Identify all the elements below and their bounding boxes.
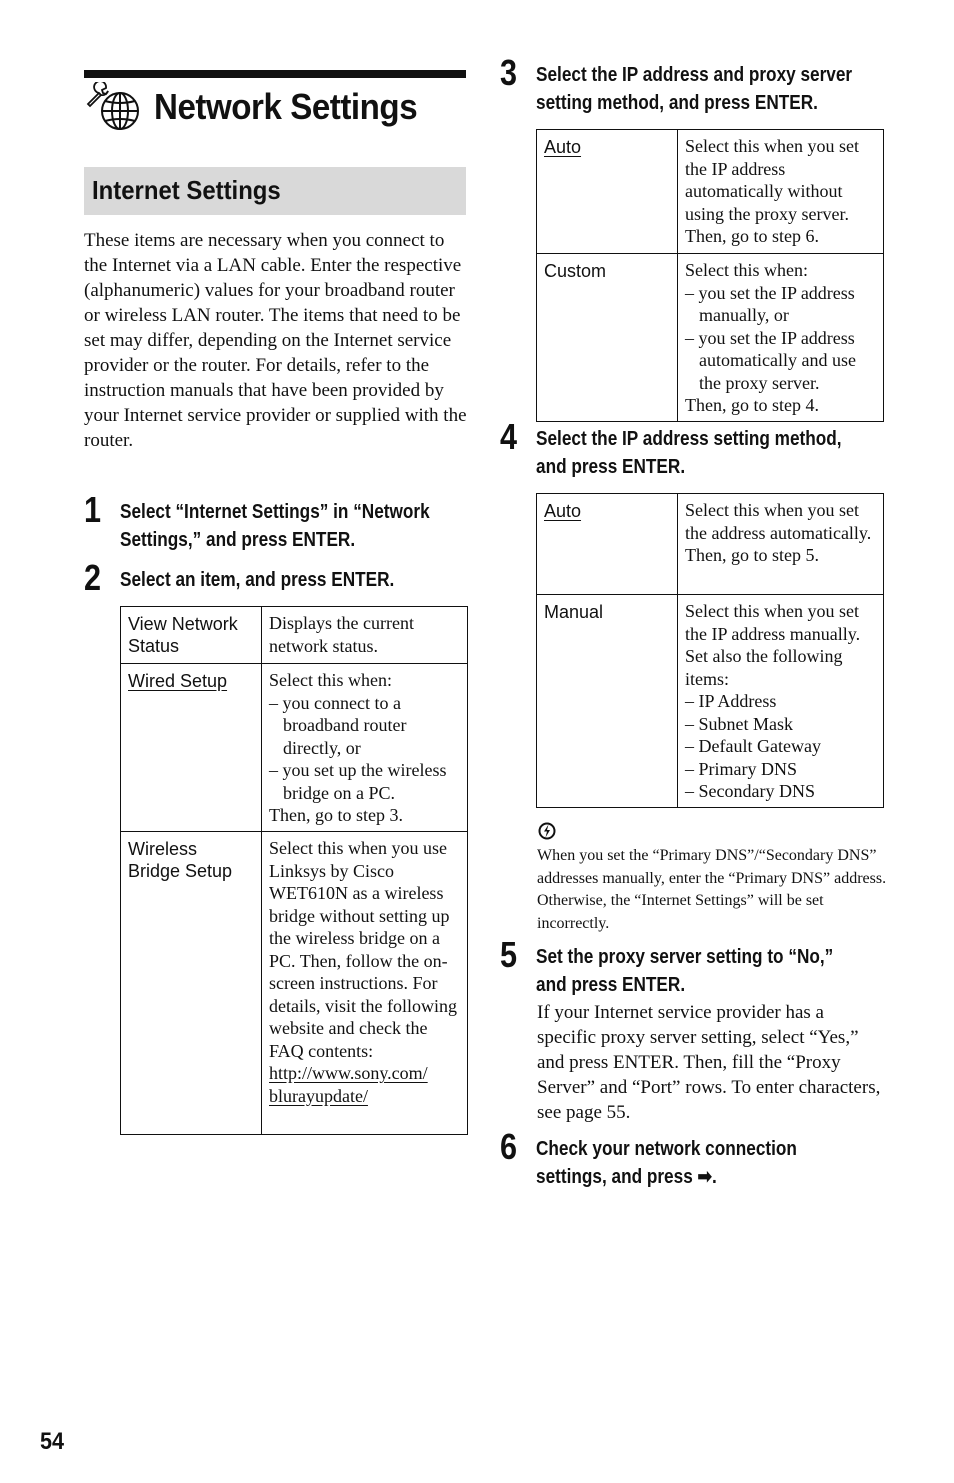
step-line-text: settings, and press <box>536 1166 698 1188</box>
step-number: 3 <box>500 52 518 93</box>
desc-bullet: – IP Address <box>685 691 777 711</box>
row-key <box>537 130 678 254</box>
step-text: Select an item, and press ENTER. <box>120 569 395 591</box>
step-2 <box>84 557 439 598</box>
step-5-body: If your Internet service provider has a specific proxy server setting, select “Yes,” and press ENTER. Then, fill the “Proxy Server” and “Port” rows. To enter characters, see page 55. <box>537 1002 881 1123</box>
key-line: Status <box>128 636 180 656</box>
step-number: 2 <box>84 557 102 598</box>
desc-line: Displays the current <box>269 613 414 633</box>
hint-icon <box>538 822 556 840</box>
item-table <box>120 606 468 1135</box>
row-key <box>121 664 262 832</box>
step-line: Select “Internet Settings” in “Network <box>120 501 430 523</box>
desc-bullet: – you set the IP address automatically and use the proxy server. <box>685 327 856 393</box>
table-row <box>537 494 884 595</box>
row-desc <box>678 595 884 808</box>
step-text <box>536 61 852 117</box>
desc-bullet: – you set the IP address manually, or <box>685 282 855 325</box>
ip-proxy-table <box>536 129 884 422</box>
key-line: Wireless <box>128 839 198 859</box>
intro-paragraph: These items are necessary when you connect to the Internet via a LAN cable. Enter the respective (alphanumeric) values for your broadband router or wireless LAN router. The items that need to be set may differ, depending on the Internet service provider or the router. For details, refer to the instruction manuals that have been provided by your Internet service provider or supplied with the router. <box>84 230 467 451</box>
desc-line: Then, go to step 3. <box>269 805 403 825</box>
desc-bullet: – Secondary DNS <box>685 781 815 801</box>
right-arrow-icon: ➡. <box>697 1166 717 1188</box>
row-desc <box>678 254 884 422</box>
section-title: Internet Settings <box>92 175 281 205</box>
desc-bullet: – you connect to a broadband router directly, or <box>269 692 407 758</box>
step-line: Set the proxy server setting to “No,” <box>536 946 834 968</box>
step-line: Select the IP address and proxy server <box>536 64 853 86</box>
row-key <box>121 832 262 1135</box>
step-line: setting method, and press ENTER. <box>536 92 818 114</box>
step-text <box>536 1135 797 1191</box>
step-line: and press ENTER. <box>536 974 686 996</box>
page-title: Network Settings <box>154 86 418 127</box>
step-line: and press ENTER. <box>536 456 686 478</box>
desc-line: Select this when: <box>685 260 808 280</box>
url-link[interactable]: http://www.sony.com/ <box>269 1063 428 1083</box>
desc-bullet: – Primary DNS <box>685 758 797 779</box>
desc-line: Then, go to step 4. <box>685 395 819 415</box>
row-desc <box>262 664 468 832</box>
step-number: 1 <box>84 489 102 530</box>
desc-bullet: – Default Gateway <box>685 736 821 756</box>
desc-text: Select this when you set the IP address manually. Set also the following items: <box>685 601 861 689</box>
title-rule <box>84 70 466 78</box>
key-link: Wired Setup <box>128 671 228 691</box>
step-line: Settings,” and press ENTER. <box>120 529 356 551</box>
key-line: View Network <box>128 614 238 634</box>
row-key: Manual <box>537 595 678 808</box>
step-1 <box>84 489 480 554</box>
row-desc: Select this when you set the IP address automatically without using the proxy server. Then, go to step 6. <box>678 130 884 254</box>
table-row <box>537 130 884 254</box>
ip-method-table <box>536 493 884 808</box>
step-number: 5 <box>500 934 518 975</box>
step-text <box>536 943 833 999</box>
step-line <box>536 1163 797 1191</box>
step-text <box>120 498 430 554</box>
hint-text: When you set the “Primary DNS”/“Secondary DNS” addresses manually, enter the “Primary DNS” address. Otherwise, the “Internet Settings” will be set incorrectly. <box>537 847 887 932</box>
url-link[interactable]: blurayupdate/ <box>269 1085 368 1106</box>
page-number: 54 <box>40 1428 65 1455</box>
step-3 <box>500 52 904 117</box>
key-link: Auto <box>544 137 582 157</box>
network-settings-icon <box>84 82 146 132</box>
page-title-block <box>84 82 440 132</box>
step-number: 4 <box>500 416 518 457</box>
table-row <box>121 832 468 1135</box>
desc-bullet: – Subnet Mask <box>685 713 793 734</box>
table-row <box>121 607 468 664</box>
step-5 <box>500 934 882 999</box>
table-row <box>121 664 468 832</box>
step-4 <box>500 416 891 481</box>
key-line: Bridge Setup <box>128 861 233 881</box>
row-desc: Select this when you set the address automatically. Then, go to step 5. <box>678 494 884 595</box>
step-6 <box>500 1126 839 1191</box>
step-number: 6 <box>500 1126 518 1167</box>
desc-line: Select this when: <box>269 670 392 690</box>
step-text <box>536 425 842 481</box>
row-desc <box>262 832 468 1135</box>
row-desc <box>262 607 468 664</box>
key-link: Auto <box>544 501 582 521</box>
row-key <box>121 607 262 664</box>
desc-bullet: – you set up the wireless bridge on a PC. <box>269 760 447 803</box>
table-row <box>537 595 884 808</box>
desc-text: Select this when you use Linksys by Cisco WET610N as a wireless bridge without setting up the wireless bridge on a PC. Then, follow the on-screen instructions. For details, visit the following website and check the FAQ contents: <box>269 838 457 1061</box>
section-header <box>84 167 466 215</box>
desc-line: network status. <box>269 635 378 656</box>
row-key: Custom <box>537 254 678 422</box>
row-key <box>537 494 678 595</box>
table-row <box>537 254 884 422</box>
step-line: Select the IP address setting method, <box>536 428 842 450</box>
step-line: Check your network connection <box>536 1138 797 1160</box>
